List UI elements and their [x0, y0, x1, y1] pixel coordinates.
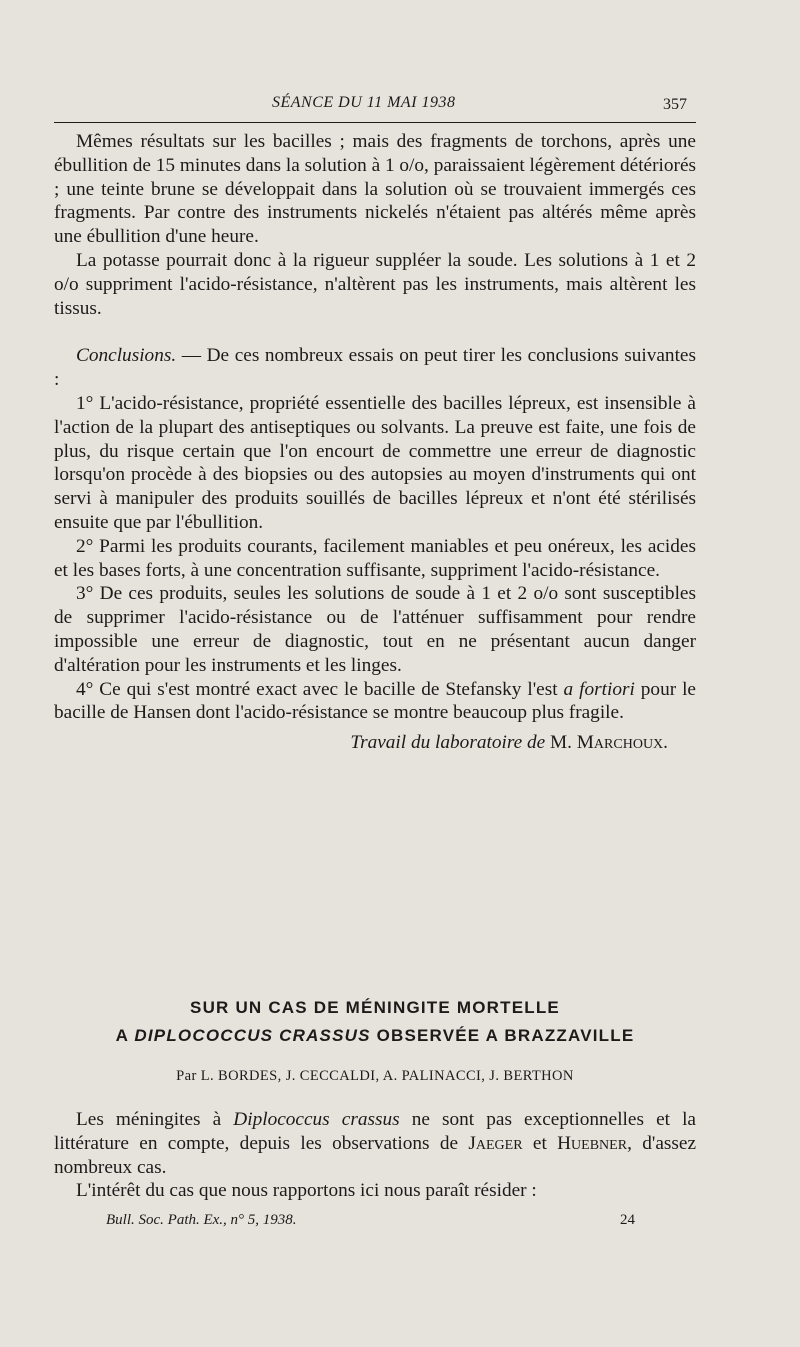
paragraph: La potasse pourrait donc à la rigueur suppléer la soude. Les solutions à 1 et 2 o/o suppriment l'acido-résistance, n'altèrent pas les instruments, mais altèrent les tissus.	[54, 249, 696, 319]
article-authors: Par L. BORDES, J. CECCALDI, A. PALINACCI, J. BERTHON	[176, 1068, 574, 1084]
header-rule	[54, 122, 696, 123]
signature-name: M. Marchoux.	[545, 732, 668, 754]
author-name: Huebner	[557, 1132, 628, 1154]
title-part: A	[115, 1026, 135, 1045]
conclusion-1: 1° L'acido-résistance, propriété essentielle des bacilles lépreux, est insensible à l'action de la plupart des antiseptiques ou solvants. La preuve est faite, une fois de plus, du risque certain que l'on encourt de commettre une erreur de diagnostic lorsqu'on procède à des biopsies ou des autopsies au moyen d'instruments qui ont servi à manipuler des produits souillés de bacilles lépreux et n'ont été stérilisés ensuite que par l'ébullition.	[54, 392, 696, 533]
conclusions-intro: — De ces nombreux essais on peut tirer les conclusions suivantes :	[54, 345, 696, 391]
conclusions-label: Conclusions.	[76, 345, 177, 367]
article-title-line-2	[54, 1022, 696, 1050]
conclusion-2: 2° Parmi les produits courants, facilement maniables et peu onéreux, les acides et les bases forts, à une concentration suffisante, suppriment l'acido-résistance.	[54, 535, 696, 581]
lab-signature	[54, 731, 696, 755]
title-species: DIPLOCOCCUS CRASSUS	[134, 1026, 371, 1045]
conclusion-4-text: 4° Ce qui s'est montré exact avec le bacille de Stefansky l'est	[76, 678, 564, 700]
conclusions-paragraph	[54, 344, 696, 392]
article-heading	[54, 994, 696, 1085]
text: et	[522, 1132, 558, 1154]
journal-reference: Bull. Soc. Path. Ex., n° 5, 1938.	[106, 1212, 297, 1228]
paragraph: Mêmes résultats sur les bacilles ; mais des fragments de torchons, après une ébullition de 15 minutes dans la solution à 1 o/o, paraissaient légèrement détériorés ; une teinte brune se développait dans la solution où se trouvaient immergés ces fragments. Par contre des instruments nickelés n'étaient pas altérés même après une ébullition d'une heure.	[54, 131, 697, 248]
article-body	[54, 1108, 696, 1203]
page-footer	[106, 1212, 666, 1229]
paragraph: L'intérêt du cas que nous rapportons ici nous paraît résider :	[76, 1180, 537, 1202]
text: ne sont pas exceptionnelles et la littérature en compte, depuis les observations de	[54, 1109, 696, 1154]
text: , d'assez nombreux cas.	[54, 1132, 697, 1178]
signature-label: Travail du laboratoire de	[350, 732, 546, 754]
page-number: 357	[663, 96, 687, 113]
conclusion-4	[54, 678, 696, 726]
previous-article-body	[54, 130, 696, 755]
title-part-end: OBSERVÉE A BRAZZAVILLE	[370, 1026, 635, 1045]
conclusion-4-text-end: pour le bacille de Hansen dont l'acido-résistance se montre beaucoup plus fragile.	[54, 678, 696, 724]
text: Les méningites à	[76, 1109, 234, 1130]
species-name: Diplococcus crassus	[233, 1109, 400, 1130]
conclusion-4-emphasis: a fortiori	[563, 678, 635, 700]
author-name: Jaeger	[468, 1132, 523, 1154]
running-head: SÉANCE DU 11 MAI 1938	[272, 94, 456, 111]
article-title-line-1: SUR UN CAS DE MÉNINGITE MORTELLE	[190, 998, 560, 1017]
signature-mark: 24	[620, 1212, 635, 1228]
paragraph	[54, 1108, 696, 1179]
conclusion-3: 3° De ces produits, seules les solutions de soude à 1 et 2 o/o sont susceptibles de supprimer l'acido-résistance ou de l'atténuer suffisamment pour rendre impossible une erreur de diagnostic, tout en ne présentant aucun danger d'altération pour les instruments et les linges.	[54, 583, 696, 676]
